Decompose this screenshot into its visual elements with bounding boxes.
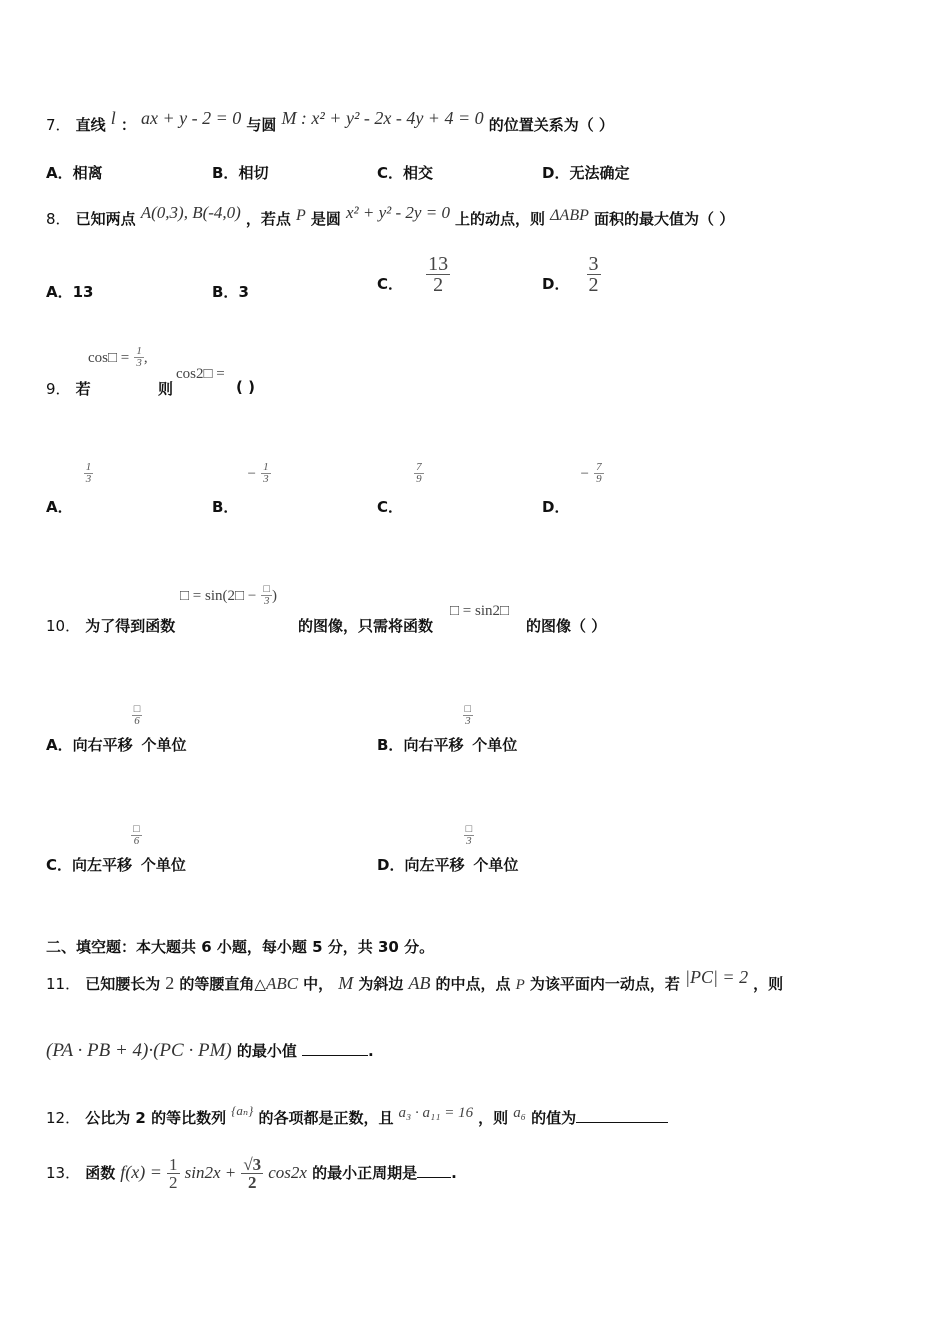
fraction	[464, 824, 475, 847]
option-key: C．	[377, 498, 404, 516]
fraction	[241, 1156, 263, 1191]
option-c[interactable]	[377, 254, 450, 295]
question-9	[46, 378, 91, 399]
option-a[interactable]	[46, 281, 93, 302]
option-a[interactable]	[46, 461, 93, 516]
answer-blank[interactable]	[576, 1122, 668, 1123]
question-text: 为了得到函数	[85, 617, 176, 635]
option-c[interactable]	[377, 162, 433, 183]
math-number: 2	[165, 973, 175, 993]
option-text: 向左平移	[72, 856, 133, 874]
option-key: D．	[377, 856, 405, 874]
fraction-numerator: √3	[243, 1155, 262, 1174]
question-13	[46, 1156, 457, 1191]
question-8	[46, 203, 735, 229]
question-number: 13．	[46, 1164, 81, 1182]
q10-target-function	[180, 584, 277, 607]
question-text: 的最小正周期是	[312, 1164, 418, 1182]
math-function: f(x) =	[120, 1162, 162, 1182]
question-text: 公比为 2 的等比数列	[85, 1109, 227, 1127]
question-text: ，则	[753, 975, 784, 993]
fraction-denominator: 2	[426, 274, 450, 295]
math-condition: |PC| = 2	[685, 967, 749, 987]
option-text: 个单位	[140, 856, 186, 874]
math-paren: )	[272, 588, 278, 604]
option-key: D．	[542, 498, 570, 516]
option-b[interactable]	[377, 703, 518, 754]
math-term: a₆	[513, 1105, 526, 1121]
option-key: C．	[46, 856, 73, 874]
option-c[interactable]	[377, 461, 424, 516]
math-point-m: M	[338, 973, 354, 993]
fraction-numerator: □	[133, 703, 141, 715]
fraction-numerator: 7	[416, 461, 422, 473]
question-text: 是圆	[310, 210, 341, 228]
math-term: sin2x +	[184, 1163, 237, 1182]
fraction-numerator: 7	[596, 461, 602, 473]
question-text: 为斜边	[358, 975, 404, 993]
fraction-denominator: 9	[416, 473, 422, 485]
question-text: 与圆	[246, 116, 277, 134]
q9-condition	[88, 346, 148, 369]
fraction-numerator: □	[263, 583, 271, 595]
question-text: 的图像（ ）	[526, 617, 607, 635]
question-text: 若	[75, 380, 91, 398]
option-text: 个单位	[472, 736, 518, 754]
option-d[interactable]	[377, 823, 519, 874]
question-text: .	[367, 1042, 374, 1060]
option-text: 无法确定	[569, 164, 630, 182]
option-a[interactable]	[46, 703, 187, 754]
option-text: 相交	[403, 164, 434, 182]
fraction	[463, 704, 474, 727]
option-key: B．	[212, 498, 239, 516]
question-text: 的各项都是正数，且	[258, 1109, 394, 1127]
math-function: □ = sin(2□ −	[180, 588, 257, 604]
math-point-p: P	[296, 207, 306, 224]
option-key: A．	[46, 283, 73, 301]
option-text: 向右平移	[72, 736, 133, 754]
fraction	[167, 1156, 180, 1191]
option-key: C．	[377, 164, 404, 182]
question-text: 的值为	[531, 1109, 577, 1127]
fraction-denominator: 6	[132, 715, 143, 727]
math-question: cos2□ =	[176, 366, 225, 382]
fraction-numerator: 3	[588, 253, 599, 275]
fraction-numerator: 1	[85, 461, 92, 473]
option-key: B．	[377, 736, 404, 754]
question-text: 的等腰直角△	[179, 975, 266, 993]
option-text: 个单位	[473, 856, 519, 874]
math-condition: cos□ =	[88, 350, 130, 366]
question-text: 的位置关系为（ ）	[488, 116, 614, 134]
question-text: 面积的最大值为（ ）	[593, 210, 735, 228]
question-text: 则	[158, 380, 174, 398]
fraction-denominator: 3	[136, 357, 142, 369]
question-number: 12．	[46, 1109, 81, 1127]
question-text: 中，	[303, 975, 334, 993]
fraction	[132, 704, 143, 727]
fraction	[261, 462, 271, 485]
answer-blank[interactable]	[302, 1055, 368, 1056]
option-b[interactable]	[212, 461, 271, 516]
question-12	[46, 1103, 668, 1128]
fraction-numerator: □	[464, 703, 472, 715]
question-text: 直线	[75, 116, 106, 134]
question-text: 上的动点，则	[455, 210, 546, 228]
option-text: 向右平移	[403, 736, 464, 754]
math-expression: (PA · PB + 4)·(PC · PM)	[46, 1040, 232, 1061]
option-key: B．	[212, 164, 239, 182]
fraction-denominator: 3	[263, 473, 269, 485]
option-text: 相离	[72, 164, 103, 182]
math-sequence: {aₙ}	[231, 1103, 254, 1118]
question-number: 9．	[46, 380, 71, 398]
option-key: A．	[46, 164, 73, 182]
option-text: 13	[72, 283, 94, 301]
option-text: 相切	[238, 164, 269, 182]
fraction	[131, 824, 142, 847]
fraction-numerator: 1	[136, 345, 142, 357]
question-text: 的图像，只需将函数	[298, 617, 434, 635]
question-11	[46, 967, 784, 994]
option-key: A．	[46, 736, 73, 754]
fraction	[426, 254, 450, 295]
math-function: □ = sin2□	[450, 603, 510, 619]
fraction-denominator: 2	[169, 1173, 178, 1192]
question-number: 11．	[46, 975, 81, 993]
option-key: D．	[542, 164, 570, 182]
fraction-numerator: 1	[263, 461, 269, 473]
option-key: C．	[377, 275, 404, 293]
math-line-l: l	[110, 108, 116, 128]
fraction-denominator: 6	[131, 835, 142, 847]
math-condition: a₃ · a₁₁ = 16	[398, 1105, 474, 1121]
option-d[interactable]	[542, 254, 601, 295]
math-term: cos2x	[268, 1163, 307, 1182]
math-point-p: P	[515, 977, 525, 993]
fraction-denominator: 2	[241, 1173, 263, 1191]
fraction-numerator: □	[133, 823, 140, 835]
question-10	[46, 615, 175, 636]
fraction	[261, 584, 272, 607]
question-text: 的中点，点	[435, 975, 511, 993]
question-text: 已知腰长为	[85, 975, 161, 993]
question-text: 的最小值	[236, 1042, 297, 1060]
fraction-denominator: 3	[85, 473, 92, 485]
answer-blank[interactable]	[417, 1177, 451, 1178]
fraction-denominator: 3	[464, 835, 475, 847]
option-c[interactable]	[46, 823, 186, 874]
fraction	[414, 462, 424, 485]
option-b[interactable]	[212, 162, 268, 183]
fraction-numerator: □	[465, 823, 473, 835]
question-number: 10．	[46, 617, 81, 635]
fraction	[594, 462, 604, 485]
option-key: D．	[542, 275, 570, 293]
option-text: 向左平移	[404, 856, 465, 874]
fraction	[587, 254, 601, 295]
math-circle-equation: M : x² + y² - 2x - 4y + 4 = 0	[281, 108, 484, 128]
fraction-denominator: 3	[261, 595, 272, 607]
fraction-numerator: 1	[169, 1155, 178, 1174]
math-triangle: ΔABP	[550, 207, 589, 224]
option-key: B．	[212, 283, 239, 301]
option-text: 3	[238, 283, 249, 301]
q11-expression	[46, 1040, 374, 1062]
question-text: ，若点	[245, 210, 291, 228]
option-key: A．	[46, 498, 73, 516]
option-d[interactable]	[542, 461, 604, 516]
question-number: 7．	[46, 116, 71, 134]
option-text: 个单位	[141, 736, 187, 754]
math-sign: −	[247, 466, 256, 482]
option-a[interactable]	[46, 162, 103, 183]
answer-parentheses: ( )	[236, 378, 255, 396]
math-sign: −	[580, 466, 590, 482]
question-text: ：	[120, 116, 136, 134]
math-line-equation: ax + y - 2 = 0	[140, 108, 242, 128]
math-triangle: ABC	[265, 974, 299, 993]
fraction-numerator: 13	[428, 253, 449, 275]
fraction	[134, 346, 144, 369]
question-text: 已知两点	[75, 210, 136, 228]
question-text: 函数	[85, 1164, 116, 1182]
fraction-denominator: 3	[463, 715, 474, 727]
fraction	[84, 462, 94, 485]
question-number: 8．	[46, 210, 71, 228]
question-text: ，则	[478, 1109, 509, 1127]
option-d[interactable]	[542, 162, 629, 183]
section-title: 二、填空题：本大题共 6 小题，每小题 5 分，共 30 分。	[46, 938, 435, 956]
option-b[interactable]	[212, 281, 249, 302]
question-7	[46, 108, 614, 135]
question-text: 为该平面内一动点，若	[529, 975, 680, 993]
fraction-denominator: 9	[596, 473, 602, 485]
math-circle-equation: x² + y² - 2y = 0	[346, 203, 450, 222]
math-segment: AB	[408, 973, 431, 993]
math-comma: ,	[143, 350, 148, 366]
math-points: A(0,3), B(-4,0)	[140, 203, 241, 222]
question-text: .	[451, 1164, 457, 1182]
fraction-denominator: 2	[588, 274, 599, 296]
